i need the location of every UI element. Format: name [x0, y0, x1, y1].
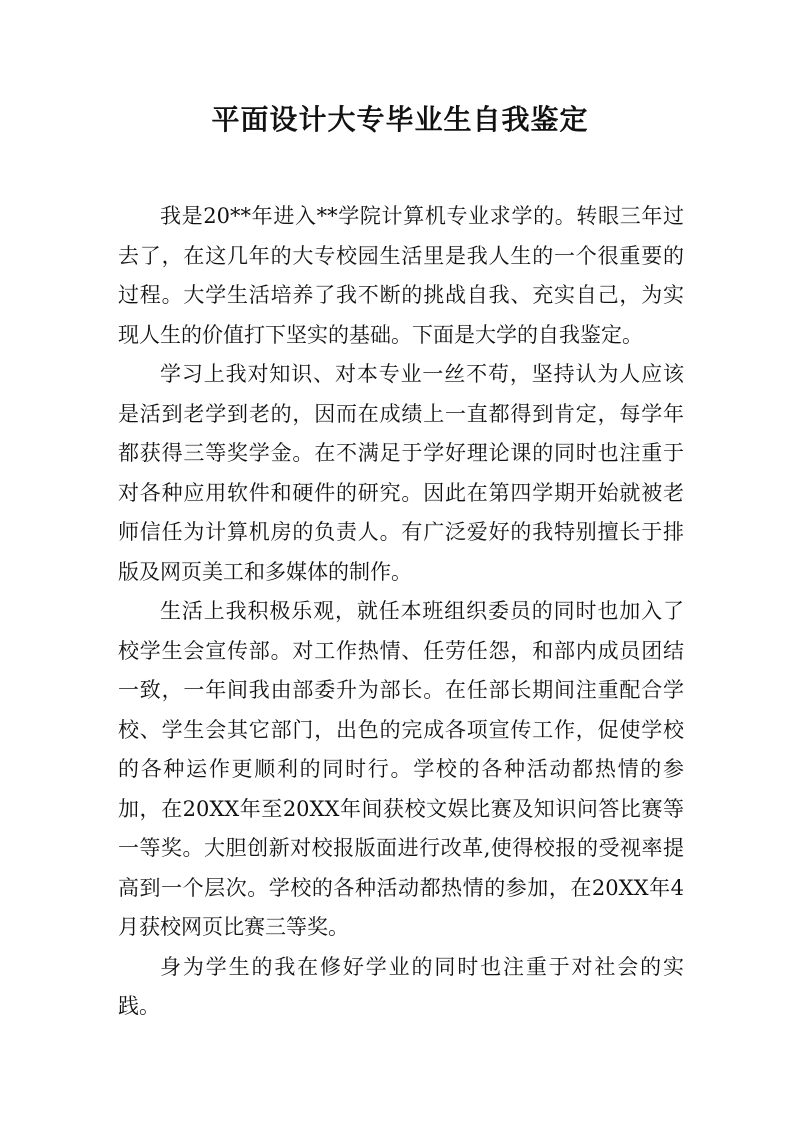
- paragraph-practice: 身为学生的我在修好学业的同时也注重于对社会的实践。: [118, 954, 684, 1018]
- paragraph-intro: 我是20**年进入**学院计算机专业求学的。转眼三年过去了，在这几年的大专校园生活里是我人生的一个很重要的过程。大学生活培养了我不断的挑战自我、充实自己，为实现人生的价值打下坚实的基础。下面是大学的自我鉴定。: [118, 204, 684, 347]
- document-title: 平面设计大专毕业生自我鉴定: [211, 103, 589, 136]
- document-body: [118, 197, 684, 1027]
- paragraph-life: 生活上我积极乐观，就任本班组织委员的同时也加入了校学生会宣传部。对工作热情、任劳任怨，和部内成员团结一致，一年间我由部委升为部长。在任部长期间注重配合学校、学生会其它部门，出色的完成各项宣传工作，促使学校的各种运作更顺利的同时行。学校的各种活动都热情的参加，在20XX年至20XX年间获校文娱比赛及知识问答比赛等一等奖。大胆创新对校报版面进行改革,使得校报的受视率提高到一个层次。学校的各种活动都热情的参加，在20XX年4月获校网页比赛三等奖。: [118, 599, 684, 939]
- paragraph-study: 学习上我对知识、对本专业一丝不苟，坚持认为人应该是活到老学到老的，因而在成绩上一直都得到肯定，每学年都获得三等奖学金。在不满足于学好理论课的同时也注重于对各种应用软件和硬件的研究。因此在第四学期开始就被老师信任为计算机房的负责人。有广泛爱好的我特别擅长于排版及网页美工和多媒体的制作。: [118, 362, 684, 584]
